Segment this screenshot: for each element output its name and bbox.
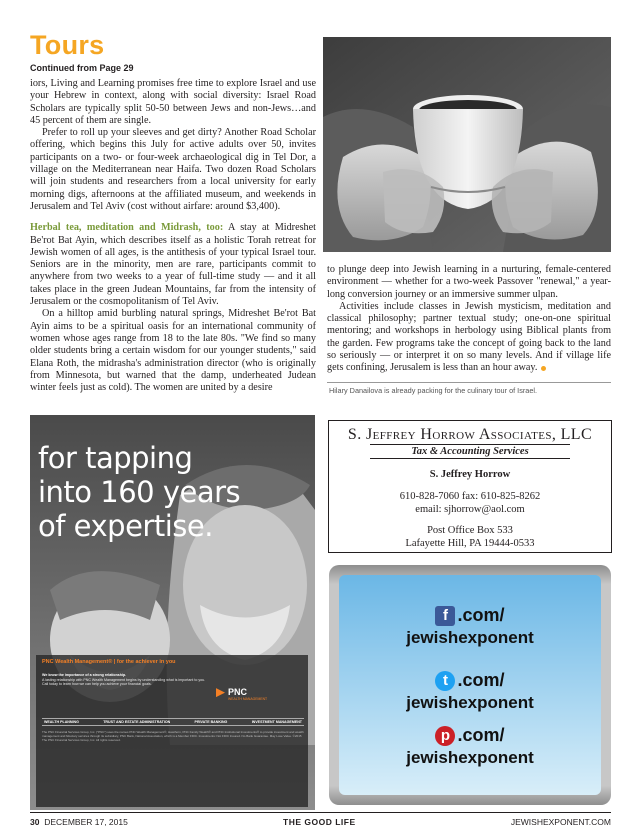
horrow-contact-name: S. Jeffrey Horrow <box>429 469 511 480</box>
pnc-service: WEALTH PLANNING <box>44 720 79 724</box>
twitter-handle: jewishexponent <box>406 693 534 712</box>
pnc-logo <box>216 687 267 701</box>
pnc-headline-line: of expertise. <box>38 509 213 543</box>
paragraph-lead: Herbal tea, meditation and Midrash, too: <box>30 222 224 234</box>
footer-section: THE GOOD LIFE <box>283 817 356 827</box>
pnc-advertisement[interactable] <box>30 415 315 810</box>
twitter-row <box>339 670 601 691</box>
pnc-headline-line: for tapping <box>38 441 193 475</box>
section-heading: Tours <box>30 30 105 60</box>
continued-label: Continued from Page 29 <box>30 63 134 73</box>
paragraph-text: A stay at Midreshet Be'rot Bat Ayin, which describes itself as a holistic Torah retreat for Jewish women of all ages, is the antithesis of your typical Israel tour. Seniors are in the minority, men are rare, participants commit to anywhere from two weeks to a year of full-time study — and it all takes place in the green Judean Mountains, far from the intensity of Jerusalem or the cosmopolitanism of Tel Aviv. <box>30 222 317 308</box>
facebook-row <box>339 605 601 626</box>
horrow-subtitle: Tax & Accounting Services <box>370 444 570 459</box>
pnc-logo-sub: WEALTH MANAGEMENT <box>228 697 268 702</box>
pnc-body-text: A lasting relationship with PNC Wealth Management begins by understanding what is important to you. Call today to learn how we can help you achieve your financial goals. <box>42 677 206 687</box>
paragraph: iors, Living and Learning promises free time to explore Israel and use your Hebrew in context, along with social diversity: Israel Road Scholars are typically split 50-50 between Jews and non-Jews…and 45 percent of them are single. <box>30 78 316 126</box>
social-panel <box>339 575 601 795</box>
pnc-fine-print: The PNC Financial Services Group, Inc. ("PNC") uses the names PNC Wealth Management®, Hawthorn, PNC Family Wealth® and PNC Institutional Investments® to provide investment and wealth management and fiduciary services through its subsidiary, PNC Bank, National Association, which is a Member FDIC. Investments: Not FDIC Insured. No Bank Guarantee. May Lose Value. ©2015 The PNC Financial Services Group, Inc. All rights reserved. <box>42 730 304 742</box>
paragraph: Prefer to roll up your sleeves and get dirty? Another Road Scholar offering, which begins this July for active adults over 50, invites participants on a two- or four-week archaeological dig in Tel Dor, a village on the Mediterranean near Haifa. Two dozen Road Scholars will join students and researchers from a local university for early morning digs, afternoons at the affiliated museum, and weekends in Jerusalem and Tel Aviv (cost without airfare: around $3,400). <box>30 127 316 212</box>
pinterest-link[interactable] <box>339 725 601 768</box>
twitter-suffix: .com/ <box>457 670 505 690</box>
twitter-link[interactable] <box>339 670 601 713</box>
pnc-headline-line: into 160 years <box>38 475 241 509</box>
facebook-link[interactable] <box>339 605 601 648</box>
horrow-phone: 610-828-7060 fax: 610-825-8262 <box>399 491 541 502</box>
pnc-logo-text: PNC <box>228 687 248 697</box>
author-bio: Hilary Danailova is already packing for the culinary tour of Israel. <box>329 386 538 395</box>
facebook-icon: f <box>435 606 455 626</box>
bio-divider <box>327 382 611 383</box>
twitter-icon: t <box>435 671 455 691</box>
article-column-2 <box>327 264 611 375</box>
pnc-logo-icon <box>216 688 225 697</box>
pinterest-row <box>339 725 601 746</box>
issue-date: DECEMBER 17, 2015 <box>44 817 128 827</box>
end-mark-icon <box>541 366 546 371</box>
article-column-1 <box>30 78 316 394</box>
paragraph: On a hilltop amid burbling natural springs, Midreshet Be'rot Bat Ayin aims to be a spiritual oasis for an international community of women whose ages range from 18 to the late 80s. "We find so many older students bring a certain wisdom for our younger students," said Elana Roth, the midrasha's administration director (who is originally from Minnesota, but warned that the damp, underheated Judean winter feels just as cold). The women are united by a desire <box>30 308 316 394</box>
page-number: 30 <box>30 817 40 827</box>
pnc-service: TRUST AND ESTATE ADMINISTRATION <box>103 720 171 724</box>
horrow-advertisement[interactable] <box>328 420 612 553</box>
pinterest-suffix: .com/ <box>457 725 505 745</box>
pnc-service: PRIVATE BANKING <box>194 720 228 724</box>
pnc-headline <box>38 441 240 543</box>
pnc-tagline: PNC Wealth Management® | for the achiever in you <box>42 659 176 665</box>
pinterest-handle: jewishexponent <box>406 748 534 767</box>
pnc-info-box <box>36 655 308 807</box>
horrow-email[interactable]: email: sjhorrow@aol.com <box>415 504 525 515</box>
pinterest-icon: p <box>435 726 455 746</box>
pnc-services-bar <box>42 718 304 726</box>
paragraph <box>30 222 316 308</box>
horrow-firm-name: S. Jeffrey Horrow Associates, LLC <box>347 426 593 443</box>
facebook-handle: jewishexponent <box>406 628 534 647</box>
tea-cup-illustration <box>323 37 611 252</box>
tea-cup-photo <box>323 37 611 252</box>
paragraph: to plunge deep into Jewish learning in a nurturing, female-centered environment — whether for a two-week Passover "renewal," a year-long conversion journey or an immersive summer ulpan. <box>327 264 611 300</box>
social-advertisement <box>329 565 611 805</box>
page-footer <box>30 812 611 827</box>
pnc-body <box>42 673 212 687</box>
footer-site[interactable]: JEWISHEXPONENT.COM <box>510 817 611 827</box>
paragraph <box>327 301 611 375</box>
facebook-suffix: .com/ <box>457 605 505 625</box>
paragraph-text: Activities include classes in Jewish mysticism, meditation and classical philosophy; partner textual study; one-on-one spiritual mentoring; and workshops in herbology using Biblical plants from the garden. Few programs take the concept of going back to the land so seriously — or interpret it on so many levels. And if village life gets confining, Jerusalem is less than an hour away. <box>327 300 611 374</box>
pnc-body-heading: We know the importance of a strong relationship. <box>42 673 127 677</box>
horrow-city: Lafayette Hill, PA 19444-0533 <box>405 538 535 549</box>
horrow-po-box: Post Office Box 533 <box>427 525 513 536</box>
footer-left <box>30 817 128 827</box>
pnc-service: INVESTMENT MANAGEMENT <box>251 720 302 724</box>
